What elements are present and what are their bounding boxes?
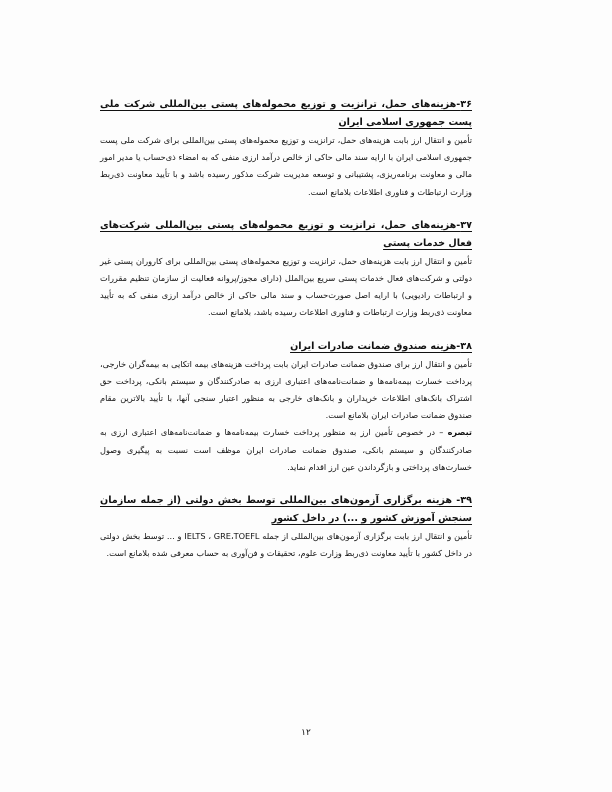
section-36 xyxy=(100,96,472,201)
section-paragraph: تأمین و انتقال ارز بابت برگزاری آزمون‌های بین‌المللی از جمله IELTS ، GRE،TOEFL و ... توسط بخش دولتی در داخل کشور با تأیید معاونت ذی‌ربط وزارت علوم، تحقیقات و فن‌آوری به حساب معرفی شده بلامانع است. xyxy=(100,531,472,559)
note-text: – در خصوص تأمین ارز به منظور پرداخت خسارت بیمه‌نامه‌ها و ضمانت‌نامه‌های اعتباری ارزی به صادرکنندگان و سیستم بانکی، صندوق ضمانت صادرات ایران موظف است نسبت به پیگیری وصول خسارت‌های پرداختی و بازگرداندن عین ارز اقدام نماید. xyxy=(100,427,472,472)
note-label: تبصره xyxy=(447,427,472,438)
section-heading: ۳۶-هزینه‌های حمل، ترانزیت و توزیع محموله‌های پستی بین‌المللی شرکت ملی پست جمهوری اسلامی ایران xyxy=(100,99,472,128)
page-number: ۱۲ xyxy=(301,728,311,738)
section-paragraph: تأمین و انتقال ارز بابت هزینه‌های حمل، ترانزیت و توزیع محموله‌های پستی بین‌المللی برای کاروران پستی غیر دولتی و شرکت‌های فعال خدمات پستی سریع بین‌الملل (دارای مجوز/پروانه فعالیت از سازمان تنظیم مقررات و ارتباطات رادیویی) با ارایه اصل صورت‌حساب و سند مالی حاکی از خالص درآمد ارزی منفی که به تأیید معاونت ذی‌ربط وزارت ارتباطات و فناوری اطلاعات رسیده باشد، بلامانع است. xyxy=(100,255,472,318)
section-heading: ۳۸-هزینه صندوق ضمانت صادرات ایران xyxy=(290,340,472,352)
section-paragraph: تأمین و انتقال ارز برای صندوق ضمانت صادرات ایران بابت پرداخت هزینه‌های بیمه اتکایی به بیمه‌گران خارجی، پرداخت خسارت بیمه‌نامه‌ها و ضمانت‌نامه‌های اعتباری ارزی به صادرکنندگان و سیستم بانکی، پرداخت حق اشتراک بانک‌های اطلاعات خریداران و بانک‌های خارجی به منظور اعتبار سنجی آنها، با تأیید بالاترین مقام صندوق ضمانت صادرات ایران بلامانع است. xyxy=(100,358,472,421)
section-paragraph: تأمین و انتقال ارز بابت هزینه‌های حمل، ترانزیت و توزیع محموله‌های پستی بین‌المللی برای شرکت ملی پست جمهوری اسلامی ایران با ارایه سند مالی حاکی از خالص درآمد ارزی منفی که به امضاء ذی‌حساب یا مدیر امور مالی و معاونت برنامه‌ریزی، پشتیبانی و توسعه مدیریت شرکت مذکور رسیده باشد و با تأیید معاونت ذی‌ربط وزارت ارتباطات و فناوری اطلاعات بلامانع است. xyxy=(100,135,472,197)
document-body xyxy=(100,96,472,578)
section-heading: ۳۹- هزینه برگزاری آزمون‌های بین‌المللی توسط بخش دولتی (از جمله سازمان سنجش آموزش کشور و ...) در داخل کشور xyxy=(100,495,472,525)
section-38 xyxy=(100,338,472,476)
section-heading: ۳۷-هزینه‌های حمل، ترانزیت و توزیع محموله‌های پستی بین‌المللی شرکت‌های فعال خدمات پستی xyxy=(100,219,472,249)
section-37 xyxy=(100,217,472,322)
section-note xyxy=(100,424,472,476)
section-39 xyxy=(100,492,472,562)
